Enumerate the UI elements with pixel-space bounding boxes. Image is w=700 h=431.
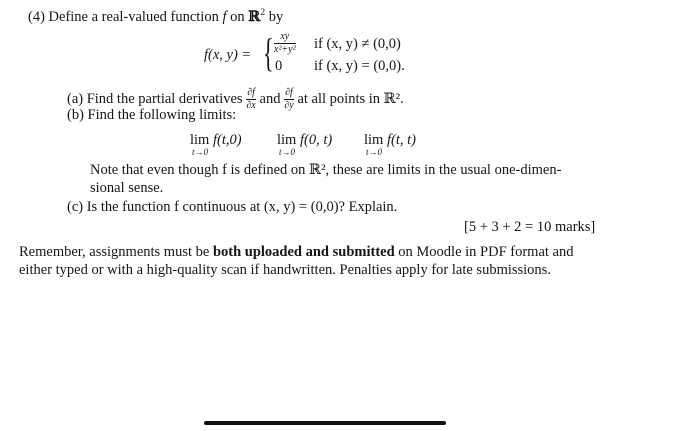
case-1-denominator: x²+y² <box>274 44 296 55</box>
home-indicator-bar[interactable] <box>204 421 446 425</box>
part-b-text: Find the following limits: <box>87 107 237 123</box>
dfdy-numerator: ∂f <box>285 87 293 98</box>
problem-intro: Define a real-valued function <box>48 9 219 25</box>
and-word: and <box>259 90 281 107</box>
reminder-text-a: Remember, assignments must be <box>19 244 213 260</box>
limit-3-sub: t→0 <box>366 147 383 157</box>
limit-1-sub: t→0 <box>192 147 209 157</box>
problem-number: (4) <box>28 9 45 25</box>
exponent-two: 2 <box>260 8 266 19</box>
problem-heading <box>28 8 283 26</box>
part-a-text: Find the partial derivatives <box>86 90 243 107</box>
limit-3-expr: f(t, t) <box>386 132 416 148</box>
limit-1-expr: f(t,0) <box>212 132 242 148</box>
part-b-label: (b) <box>67 107 84 123</box>
reminder-line-1 <box>19 244 573 261</box>
dfdx-numerator: ∂f <box>247 87 255 98</box>
part-c <box>67 199 397 216</box>
case-1-fraction <box>274 32 296 55</box>
case-2-condition: if (x, y) = (0,0). <box>314 58 405 74</box>
case-1-condition: if (x, y) ≠ (0,0) <box>314 36 401 52</box>
limit-2-lim: lim <box>277 132 297 148</box>
by-word: by <box>268 9 284 25</box>
note-line-1: Note that even though f is defined on ℝ², these are limits in the usual one-dimen- <box>90 162 562 178</box>
left-brace: { <box>263 30 274 75</box>
part-c-text: Is the function f continuous at (x, y) = (0,0)? Explain. <box>86 199 398 215</box>
limit-1-lim: lim <box>190 132 210 148</box>
limit-2-expr: f(0, t) <box>299 132 333 148</box>
dfdy-denominator: ∂y <box>284 100 294 111</box>
case-2-value: 0 <box>275 58 283 74</box>
part-a-label: (a) <box>67 90 84 107</box>
reminder-text-b: on Moodle in PDF format and <box>394 244 574 260</box>
marks-allocation: [5 + 3 + 2 = 10 marks] <box>464 219 596 235</box>
part-a-text-end: at all points in ℝ². <box>297 90 404 107</box>
reminder-line-2: either typed or with a high-quality scan if handwritten. Penalties apply for late submissions. <box>19 262 551 278</box>
function-symbol: f <box>222 9 227 25</box>
part-c-label: (c) <box>67 199 84 215</box>
part-b <box>67 107 236 124</box>
on-word: on <box>230 9 245 25</box>
note-line-2: sional sense. <box>90 180 164 196</box>
limit-2-sub: t→0 <box>279 147 296 157</box>
definition-lhs: f(x, y) = <box>204 47 252 63</box>
case-1-numerator: xy <box>274 32 296 44</box>
reminder-emphasis: both uploaded and submitted <box>212 244 395 260</box>
dfdx-denominator: ∂x <box>246 100 256 111</box>
real-plane-symbol: ℝ <box>248 8 261 25</box>
limit-3-lim: lim <box>364 132 384 148</box>
